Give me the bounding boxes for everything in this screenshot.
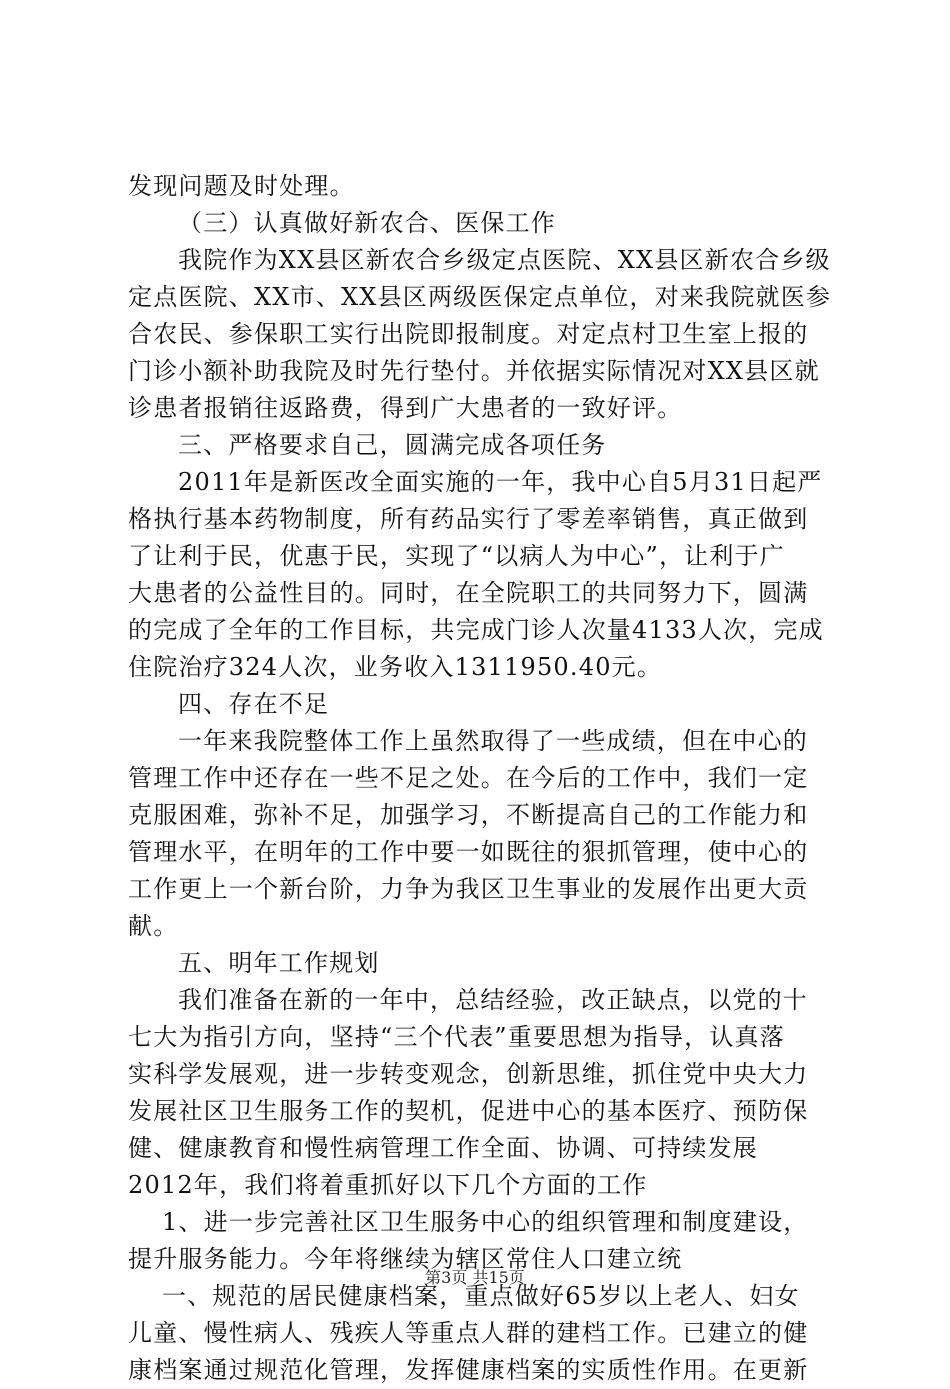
document-body — [128, 168, 832, 1389]
paragraph-first-line: 一年来我院整体工作上虽然取得了一些成绩，但在中心的 — [178, 727, 808, 755]
body-text-line: 七大为指引方向，坚持“三个代表”重要思想为指导，认真落 — [128, 1023, 785, 1051]
paragraph-first-line: 我院作为XX县区新农合乡级定点医院、XX县区新农合乡级 — [178, 246, 831, 274]
body-text-line: 大患者的公益性目的。同时，在全院职工的共同努力下，圆满 — [128, 579, 809, 607]
paragraph-first-line: 一、规范的居民健康档案，重点做好65岁以上老人、妇女 — [162, 1282, 800, 1310]
body-text-line: 的完成了全年的工作目标，共完成门诊人次量4133人次，完成 — [128, 616, 824, 644]
body-text-line: 实科学发展观，进一步转变观念，创新思维，抓住党中央大力 — [128, 1060, 809, 1088]
section-heading: 五、明年工作规划 — [178, 949, 380, 977]
body-text-line: 门诊小额补助我院及时先行垫付。并依据实际情况对XX县区就 — [128, 357, 820, 385]
paragraph-first-line: 我们准备在新的一年中，总结经验，改正缺点，以党的十 — [178, 986, 808, 1014]
page-number-footer: 第3页 共15页 — [425, 1268, 525, 1287]
body-text-line: 住院治疗324人次，业务收入1311950.40元。 — [128, 653, 663, 681]
body-text-line: 儿童、慢性病人、残疾人等重点人群的建档工作。已建立的健 — [128, 1319, 809, 1347]
body-text-line: 发现问题及时处理。 — [128, 172, 355, 200]
body-text-line: 了让利于民，优惠于民，实现了“以病人为中心”，让利于广 — [128, 542, 785, 570]
body-text-line: 克服困难，弥补不足，加强学习，不断提高自己的工作能力和 — [128, 801, 809, 829]
section-heading: （三）认真做好新农合、医保工作 — [178, 209, 556, 237]
body-text-line: 健、健康教育和慢性病管理工作全面、协调、可持续发展 — [128, 1134, 758, 1162]
body-text-line: 格执行基本药物制度，所有药品实行了零差率销售，真正做到 — [128, 505, 809, 533]
body-text-line: 定点医院、XX市、XX县区两级医保定点单位，对来我院就医参 — [128, 283, 832, 311]
paragraph-first-line: 2011年是新医改全面实施的一年，我中心自5月31日起严 — [178, 468, 823, 496]
body-text-line: 管理水平，在明年的工作中要一如既往的狠抓管理，使中心的 — [128, 838, 809, 866]
body-text-line: 合农民、参保职工实行出院即报制度。对定点村卫生室上报的 — [128, 320, 809, 348]
body-text-line: 发展社区卫生服务工作的契机，促进中心的基本医疗、预防保 — [128, 1097, 809, 1125]
body-text-line: 工作更上一个新台阶，力争为我区卫生事业的发展作出更大贡 — [128, 875, 809, 903]
section-heading: 三、严格要求自己，圆满完成各项任务 — [178, 431, 607, 459]
paragraph-first-line: 1、进一步完善社区卫生服务中心的组织管理和制度建设， — [162, 1208, 809, 1236]
body-text-line: 献。 — [128, 912, 179, 940]
body-text-line: 诊患者报销往返路费，得到广大患者的一致好评。 — [128, 394, 683, 422]
section-heading: 四、存在不足 — [178, 690, 330, 718]
body-text-line: 康档案通过规范化管理，发挥健康档案的实质性作用。在更新 — [128, 1356, 809, 1384]
body-text-line: 提升服务能力。今年将继续为辖区常住人口建立统 — [128, 1245, 683, 1273]
body-text-line: 2012年，我们将着重抓好以下几个方面的工作 — [128, 1171, 648, 1199]
body-text-line: 管理工作中还存在一些不足之处。在今后的工作中，我们一定 — [128, 764, 809, 792]
